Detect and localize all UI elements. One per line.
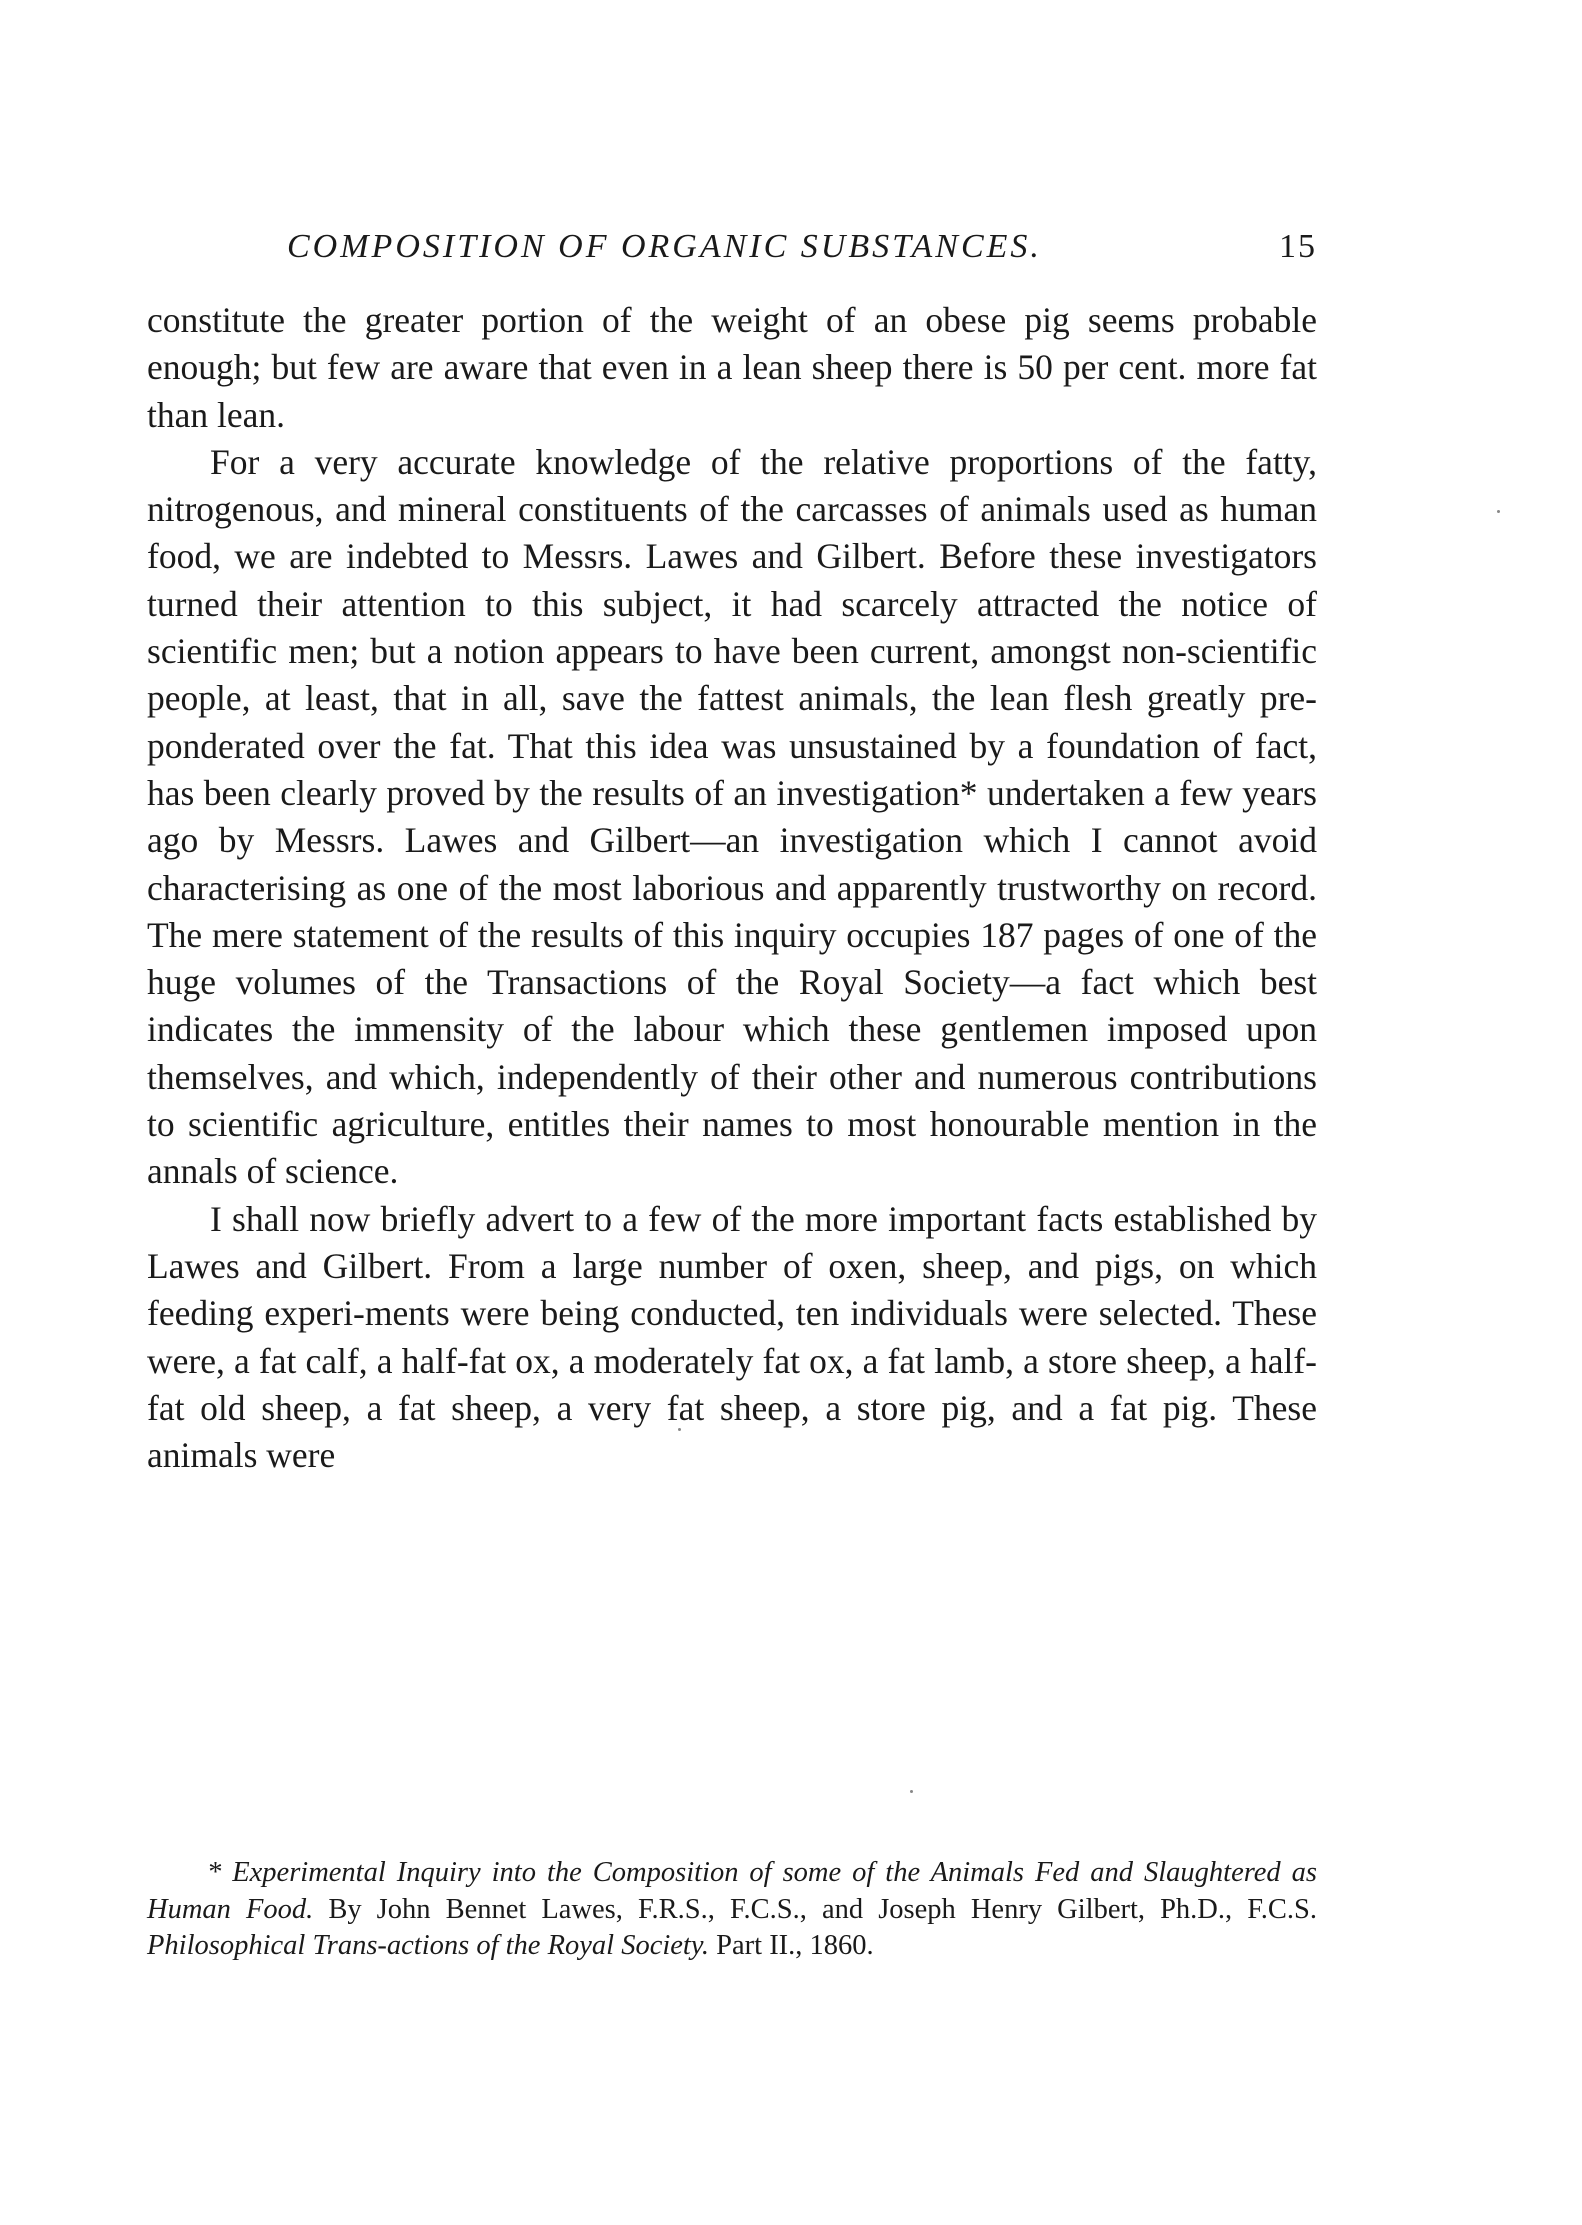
running-title: COMPOSITION OF ORGANIC SUBSTANCES. [287,228,1042,265]
paper-speck [1497,510,1500,513]
paper-speck [678,1428,681,1431]
footnote-text [147,1855,1317,1965]
paper-speck [910,1790,913,1793]
footnote-journal: Philosophical Trans-actions of the Royal Society. [147,1930,710,1961]
footnote-part: Part II., 1860. [709,1930,874,1961]
page-number: 15 [1279,228,1317,265]
footnote [147,1855,1317,1965]
paragraph-continuation: constitute the greater portion of the weight of an obese pig seems probable enough; but few are aware that even in a lean sheep there is 50 per cent. more fat than lean. [147,300,1317,435]
paragraph-lawes-gilbert: For a very accurate knowledge of the relative proportions of the fatty, nitrogenous, and mineral constituents of the carcasses of animals used as human food, we are indebted to Messrs. Lawes and Gilbert. Before these investigators turned their attention to this subject, it had scarcely attracted the notice of scientific men; but a notion appears to have been current, amongst non-scientific people, at least, that in all, save the fattest animals, the lean flesh greatly pre-ponderated over the fat. That this idea was unsustained by a foundation of fact, has been clearly proved by the results of an investigation* undertaken a few years ago by Messrs. Lawes and Gilbert—an investigation which I cannot avoid characterising as one of the most laborious and apparently trustworthy on record. The mere statement of the results of this inquiry occupies 187 pages of one of the huge volumes of the Transactions of the Royal Society—a fact which best indicates the immensity of the labour which these gentlemen imposed upon themselves, and which, independently of their other and numerous contributions to scientific agriculture, entitles their names to most honourable mention in the annals of science. [147,441,1317,1192]
footnote-title: * Experimental Inquiry into the Composition of some of the Animals Fed and Slaughtered as Human Food. [147,1857,1317,1925]
running-head [147,228,1317,278]
footnote-authors: By John Bennet Lawes, F.R.S., F.C.S., and Joseph Henry Gilbert, Ph.D., F.C.S. [313,1893,1318,1925]
body-text [147,297,1317,1479]
paragraph-selected-animals: I shall now briefly advert to a few of the more important facts established by Lawes and Gilbert. From a large number of oxen, sheep, and pigs, on which feeding experi-ments were being conducted, ten individuals were selected. These were, a fat calf, a half-fat ox, a moderately fat ox, a fat lamb, a store sheep, a half-fat old sheep, a fat sheep, a very fat sheep, a store pig, and a fat pig. These animals were [147,1198,1317,1476]
